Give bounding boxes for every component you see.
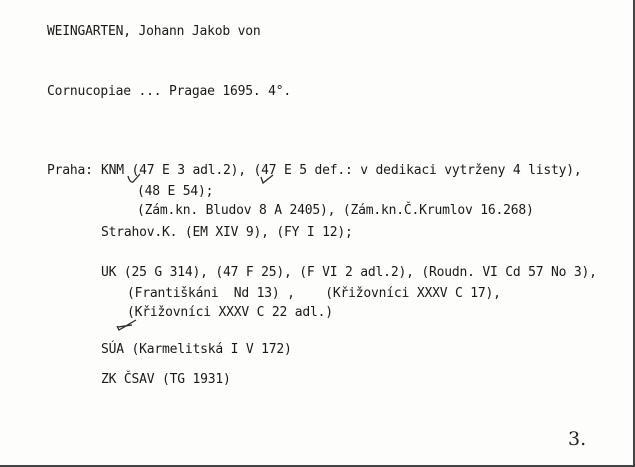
author-heading: WEINGARTEN, Johann Jakob von xyxy=(47,24,261,39)
uk-holdings-line-1: UK (25 G 314), (47 F 25), (F VI 2 adl.2), (Roudn. VI Cd 57 No 3), xyxy=(101,265,597,280)
knm-holdings-line-3: (Zám.kn. Bludov 8 A 2405), (Zám.kn.Č.Krumlov 16.268) xyxy=(137,203,534,218)
knm-holdings-line-2: (48 E 54); xyxy=(137,184,214,199)
strahov-holdings: Strahov.K. (EM XIV 9), (FY I 12); xyxy=(101,225,353,240)
handwritten-check-mark xyxy=(259,170,275,186)
zk-csav-holdings: ZK ČSAV (TG 1931) xyxy=(101,372,231,387)
sua-holdings: SÚA (Karmelitská I V 172) xyxy=(101,342,292,357)
title-line: Cornucopiae ... Pragae 1695. 4°. xyxy=(47,84,292,99)
knm-holdings-line-1: KNM (47 E 3 adl.2), (47 E 5 def.: v dedikaci vytrženy 4 listy), xyxy=(101,163,582,178)
handwritten-check-mark xyxy=(126,170,142,186)
location-label: Praha: xyxy=(47,163,93,178)
uk-holdings-line-2: (Františkáni Nd 13) , (Křižovníci XXXV C 17), xyxy=(127,286,501,301)
handwritten-check-mark xyxy=(114,314,138,332)
uk-holdings-line-3: (Křižovníci XXXV C 22 adl.) xyxy=(127,305,333,320)
card-number: 3. xyxy=(568,428,587,450)
